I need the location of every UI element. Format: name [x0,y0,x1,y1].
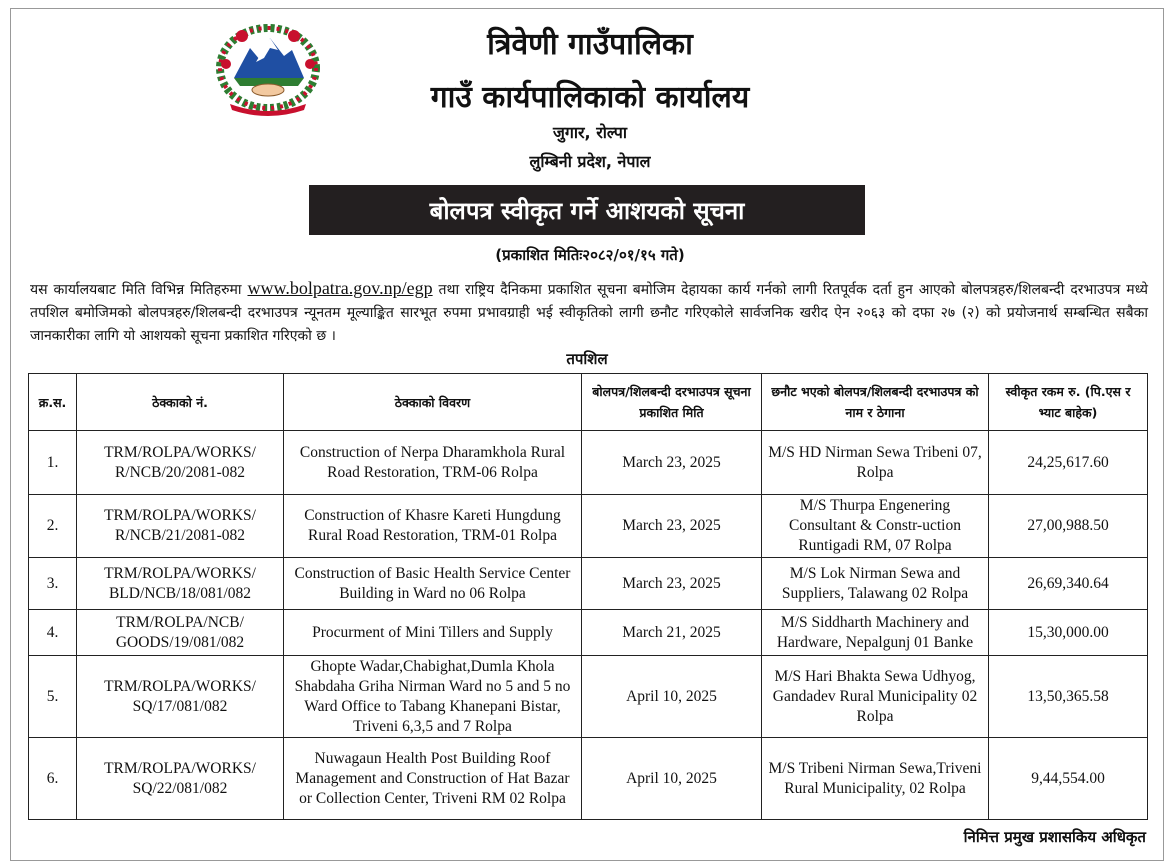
cell-sn: 1. [29,431,77,495]
schedule-label: तपशिल [566,350,608,368]
cell-sn: 3. [29,558,77,610]
cell-description: Nuwagaun Health Post Building Roof Management and Construction of Hat Bazar or Collection Center, Triveni RM 02 Rolpa [284,738,582,820]
address-line-1: जुगार, रोल्पा [552,123,627,142]
col-header-description: ठेक्काको विवरण [284,374,582,431]
published-date: (प्रकाशित मितिः२०८२/०१/१५ गते) [495,246,685,264]
cell-contract-no: TRM/ROLPA/WORKS/ R/NCB/21/2081-082 [77,495,284,558]
cell-sn: 4. [29,610,77,656]
cell-amount: 13,50,365.58 [989,656,1148,738]
office-name: गाउँ कार्यपालिकाको कार्यालय [430,80,750,115]
cell-sn: 6. [29,738,77,820]
cell-published-date: March 23, 2025 [582,431,762,495]
signoff: निमित्त प्रमुख प्रशासकिय अधिकृत [963,828,1146,846]
cell-contract-no: TRM/ROLPA/WORKS/ R/NCB/20/2081-082 [77,431,284,495]
cell-published-date: March 21, 2025 [582,610,762,656]
table-row [29,738,1148,820]
cell-bidder: M/S Siddharth Machinery and Hardware, Nepalgunj 01 Banke [762,610,989,656]
cell-description: Ghopte Wadar,Chabighat,Dumla Khola Shabdaha Griha Nirman Ward no 5 and 5 no Ward Office to Tabang Khanepani Bistar, Triveni 6,3,5 and 7 Rolpa [284,656,582,738]
table-row [29,610,1148,656]
cell-contract-no: TRM/ROLPA/NCB/ GOODS/19/081/082 [77,610,284,656]
notice-title: बोलपत्र स्वीकृत गर्ने आशयको सूचना [429,196,745,225]
col-header-sn: क्र.स. [29,374,77,431]
cell-contract-no: TRM/ROLPA/WORKS/ BLD/NCB/18/081/082 [77,558,284,610]
cell-amount: 24,25,617.60 [989,431,1148,495]
cell-bidder: M/S HD Nirman Sewa Tribeni 07, Rolpa [762,431,989,495]
cell-amount: 26,69,340.64 [989,558,1148,610]
intro-text-end: तथा राष्ट्रिय दैनिकमा प्रकाशित सूचना बमोजिम देहायका कार्य गर्नको लागी रितपूर्वक दर्ता हुन आएको बोलपत्रहरु/शिलबन्दी दरभाउपत्र मध्ये तपशिल बमोजिमको बोलपत्रहरु/शिलबन्दी दरभाउपत्र न्यूनतम मूल्याङ्कित सारभूत रुपमा प्रभावग्राही भई स्वीकृतिको लागी छनौट गरिएकोले सार्वजनिक खरीद ऐन २०६३ को दफा २७ (२) को प्रयोजनार्थ सम्बन्धित सबैका जानकारीका लागि यो आशयको सूचना प्रकाशित गरिएको छ । [30,282,1148,344]
cell-description: Construction of Khasre Kareti Hungdung Rural Road Restoration, TRM-01 Rolpa [284,495,582,558]
cell-description: Procurment of Mini Tillers and Supply [284,610,582,656]
cell-contract-no: TRM/ROLPA/WORKS/ SQ/17/081/082 [77,656,284,738]
cell-contract-no: TRM/ROLPA/WORKS/ SQ/22/081/082 [77,738,284,820]
cell-published-date: March 23, 2025 [582,495,762,558]
table-row [29,431,1148,495]
nepal-emblem-logo [212,20,324,116]
cell-amount: 27,00,988.50 [989,495,1148,558]
cell-amount: 15,30,000.00 [989,610,1148,656]
address-line-2: लुम्बिनी प्रदेश, नेपाल [529,152,651,171]
cell-bidder: M/S Thurpa Engenering Consultant & Constr-uction Runtigadi RM, 07 Rolpa [762,495,989,558]
cell-bidder: M/S Tribeni Nirman Sewa,Triveni Rural Municipality, 02 Rolpa [762,738,989,820]
col-header-bidder: छनौट भएको बोलपत्र/शिलबन्दी दरभाउपत्र को नाम र ठेगाना [762,374,989,431]
cell-bidder: M/S Lok Nirman Sewa and Suppliers, Talawang 02 Rolpa [762,558,989,610]
website-link[interactable]: www.bolpatra.gov.np/egp [247,278,433,298]
intro-text-start: यस कार्यालयबाट मिति विभिन्न मितिहरुमा [30,282,248,298]
col-header-amount: स्वीकृत रकम रु. (पि.एस र भ्याट बाहेक) [989,374,1148,431]
cell-description: Construction of Nerpa Dharamkhola Rural Road Restoration, TRM-06 Rolpa [284,431,582,495]
cell-description: Construction of Basic Health Service Center Building in Ward no 06 Rolpa [284,558,582,610]
col-header-contract-no: ठेक्काको नं. [77,374,284,431]
cell-amount: 9,44,554.00 [989,738,1148,820]
cell-sn: 5. [29,656,77,738]
col-header-published-date: बोलपत्र/शिलबन्दी दरभाउपत्र सूचना प्रकाशित मिति [582,374,762,431]
cell-sn: 2. [29,495,77,558]
municipality-name: त्रिवेणी गाउँपालिका [487,27,693,62]
notice-paragraph [30,277,1148,348]
cell-published-date: April 10, 2025 [582,656,762,738]
cell-published-date: April 10, 2025 [582,738,762,820]
table-row [29,656,1148,738]
table-row [29,495,1148,558]
contracts-table [28,373,1148,820]
cell-bidder: M/S Hari Bhakta Sewa Udhyog, Gandadev Rural Municipality 02 Rolpa [762,656,989,738]
table-row [29,558,1148,610]
notice-title-banner [309,185,865,235]
cell-published-date: March 23, 2025 [582,558,762,610]
table-header-row [29,374,1148,431]
